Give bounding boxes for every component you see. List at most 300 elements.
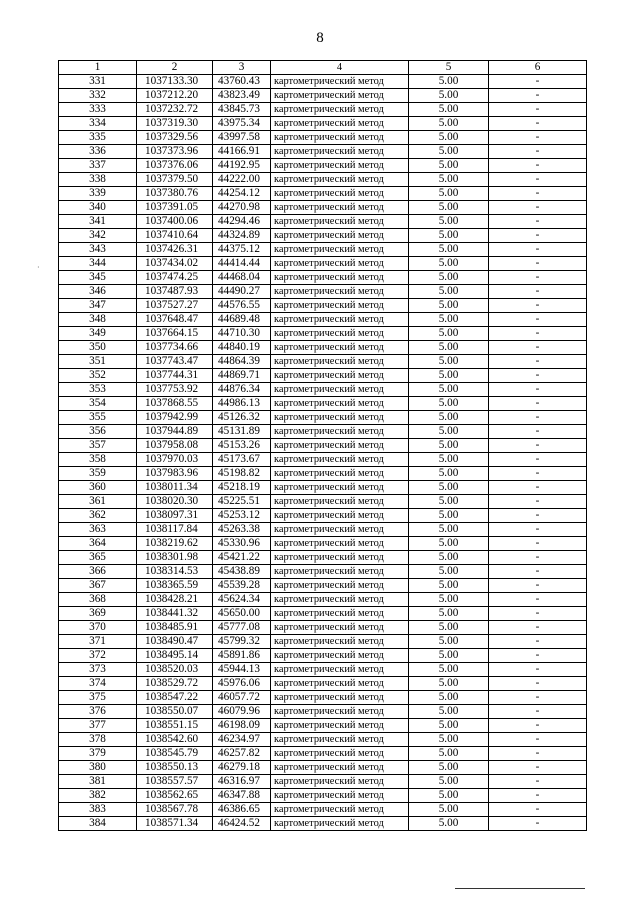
table-row (59, 229, 587, 243)
column-header: 6 (489, 61, 587, 75)
x-coordinate-cell: 1038495.14 (137, 649, 213, 663)
method-cell: картометрический метод (271, 747, 409, 761)
x-coordinate-cell: 1037743.47 (137, 355, 213, 369)
y-coordinate-cell: 46316.97 (213, 775, 271, 789)
method-cell: картометрический метод (271, 523, 409, 537)
table-row (59, 439, 587, 453)
method-cell: картометрический метод (271, 621, 409, 635)
accuracy-cell: 5.00 (409, 621, 489, 635)
note-cell: - (489, 271, 587, 285)
method-cell: картометрический метод (271, 313, 409, 327)
accuracy-cell: 5.00 (409, 425, 489, 439)
table-row (59, 411, 587, 425)
point-number-cell: 363 (59, 523, 137, 537)
note-cell: - (489, 299, 587, 313)
note-cell: - (489, 733, 587, 747)
table-row (59, 621, 587, 635)
note-cell: - (489, 467, 587, 481)
y-coordinate-cell: 45650.00 (213, 607, 271, 621)
accuracy-cell: 5.00 (409, 131, 489, 145)
x-coordinate-cell: 1037983.96 (137, 467, 213, 481)
method-cell: картометрический метод (271, 677, 409, 691)
method-cell: картометрический метод (271, 789, 409, 803)
method-cell: картометрический метод (271, 467, 409, 481)
x-coordinate-cell: 1038011.34 (137, 481, 213, 495)
note-cell: - (489, 789, 587, 803)
note-cell: - (489, 285, 587, 299)
accuracy-cell: 5.00 (409, 229, 489, 243)
accuracy-cell: 5.00 (409, 579, 489, 593)
x-coordinate-cell: 1037527.27 (137, 299, 213, 313)
note-cell: - (489, 691, 587, 705)
accuracy-cell: 5.00 (409, 663, 489, 677)
table-row (59, 481, 587, 495)
point-number-cell: 345 (59, 271, 137, 285)
x-coordinate-cell: 1037400.06 (137, 215, 213, 229)
x-coordinate-cell: 1037434.02 (137, 257, 213, 271)
method-cell: картометрический метод (271, 229, 409, 243)
table-row (59, 677, 587, 691)
accuracy-cell: 5.00 (409, 453, 489, 467)
y-coordinate-cell: 46079.96 (213, 705, 271, 719)
point-number-cell: 357 (59, 439, 137, 453)
point-number-cell: 335 (59, 131, 137, 145)
x-coordinate-cell: 1037376.06 (137, 159, 213, 173)
y-coordinate-cell: 45153.26 (213, 439, 271, 453)
x-coordinate-cell: 1037319.30 (137, 117, 213, 131)
accuracy-cell: 5.00 (409, 789, 489, 803)
point-number-cell: 334 (59, 117, 137, 131)
method-cell: картометрический метод (271, 775, 409, 789)
y-coordinate-cell: 44840.19 (213, 341, 271, 355)
accuracy-cell: 5.00 (409, 355, 489, 369)
method-cell: картометрический метод (271, 663, 409, 677)
method-cell: картометрический метод (271, 299, 409, 313)
point-number-cell: 359 (59, 467, 137, 481)
method-cell: картометрический метод (271, 761, 409, 775)
accuracy-cell: 5.00 (409, 383, 489, 397)
method-cell: картометрический метод (271, 117, 409, 131)
accuracy-cell: 5.00 (409, 341, 489, 355)
point-number-cell: 342 (59, 229, 137, 243)
point-number-cell: 374 (59, 677, 137, 691)
x-coordinate-cell: 1037487.93 (137, 285, 213, 299)
method-cell: картометрический метод (271, 649, 409, 663)
point-number-cell: 370 (59, 621, 137, 635)
table-row (59, 257, 587, 271)
note-cell: - (489, 579, 587, 593)
y-coordinate-cell: 44270.98 (213, 201, 271, 215)
table-row (59, 607, 587, 621)
point-number-cell: 352 (59, 369, 137, 383)
point-number-cell: 378 (59, 733, 137, 747)
table-row (59, 733, 587, 747)
point-number-cell: 347 (59, 299, 137, 313)
point-number-cell: 373 (59, 663, 137, 677)
accuracy-cell: 5.00 (409, 537, 489, 551)
note-cell: - (489, 439, 587, 453)
accuracy-cell: 5.00 (409, 397, 489, 411)
accuracy-cell: 5.00 (409, 761, 489, 775)
x-coordinate-cell: 1038485.91 (137, 621, 213, 635)
y-coordinate-cell: 46057.72 (213, 691, 271, 705)
table-row (59, 425, 587, 439)
accuracy-cell: 5.00 (409, 411, 489, 425)
y-coordinate-cell: 44490.27 (213, 285, 271, 299)
table-row (59, 355, 587, 369)
x-coordinate-cell: 1038219.62 (137, 537, 213, 551)
x-coordinate-cell: 1038441.32 (137, 607, 213, 621)
note-cell: - (489, 775, 587, 789)
method-cell: картометрический метод (271, 243, 409, 257)
accuracy-cell: 5.00 (409, 467, 489, 481)
note-cell: - (489, 229, 587, 243)
point-number-cell: 362 (59, 509, 137, 523)
table-row (59, 579, 587, 593)
x-coordinate-cell: 1037734.66 (137, 341, 213, 355)
accuracy-cell: 5.00 (409, 89, 489, 103)
y-coordinate-cell: 45263.38 (213, 523, 271, 537)
accuracy-cell: 5.00 (409, 257, 489, 271)
method-cell: картометрический метод (271, 271, 409, 285)
margin-mark: · (37, 263, 40, 272)
accuracy-cell: 5.00 (409, 243, 489, 257)
x-coordinate-cell: 1037744.31 (137, 369, 213, 383)
method-cell: картометрический метод (271, 215, 409, 229)
point-number-cell: 380 (59, 761, 137, 775)
table-row (59, 453, 587, 467)
table-row (59, 243, 587, 257)
x-coordinate-cell: 1038542.60 (137, 733, 213, 747)
x-coordinate-cell: 1037373.96 (137, 145, 213, 159)
method-cell: картометрический метод (271, 579, 409, 593)
method-cell: картометрический метод (271, 355, 409, 369)
note-cell: - (489, 117, 587, 131)
method-cell: картометрический метод (271, 803, 409, 817)
table-row (59, 285, 587, 299)
x-coordinate-cell: 1037753.92 (137, 383, 213, 397)
method-cell: картометрический метод (271, 383, 409, 397)
note-cell: - (489, 509, 587, 523)
point-number-cell: 375 (59, 691, 137, 705)
accuracy-cell: 5.00 (409, 173, 489, 187)
method-cell: картометрический метод (271, 411, 409, 425)
note-cell: - (489, 453, 587, 467)
y-coordinate-cell: 43823.49 (213, 89, 271, 103)
method-cell: картометрический метод (271, 817, 409, 831)
accuracy-cell: 5.00 (409, 201, 489, 215)
x-coordinate-cell: 1037942.99 (137, 411, 213, 425)
method-cell: картометрический метод (271, 131, 409, 145)
note-cell: - (489, 131, 587, 145)
note-cell: - (489, 257, 587, 271)
x-coordinate-cell: 1038490.47 (137, 635, 213, 649)
accuracy-cell: 5.00 (409, 691, 489, 705)
note-cell: - (489, 75, 587, 89)
method-cell: картометрический метод (271, 719, 409, 733)
x-coordinate-cell: 1038314.53 (137, 565, 213, 579)
method-cell: картометрический метод (271, 537, 409, 551)
note-cell: - (489, 173, 587, 187)
table-row (59, 201, 587, 215)
accuracy-cell: 5.00 (409, 509, 489, 523)
y-coordinate-cell: 43760.43 (213, 75, 271, 89)
method-cell: картометрический метод (271, 635, 409, 649)
x-coordinate-cell: 1038545.79 (137, 747, 213, 761)
note-cell: - (489, 145, 587, 159)
accuracy-cell: 5.00 (409, 103, 489, 117)
point-number-cell: 367 (59, 579, 137, 593)
y-coordinate-cell: 45131.89 (213, 425, 271, 439)
point-number-cell: 381 (59, 775, 137, 789)
y-coordinate-cell: 44710.30 (213, 327, 271, 341)
y-coordinate-cell: 44166.91 (213, 145, 271, 159)
table-row (59, 313, 587, 327)
accuracy-cell: 5.00 (409, 523, 489, 537)
point-number-cell: 354 (59, 397, 137, 411)
y-coordinate-cell: 44468.04 (213, 271, 271, 285)
point-number-cell: 376 (59, 705, 137, 719)
accuracy-cell: 5.00 (409, 677, 489, 691)
table-row (59, 565, 587, 579)
column-header: 3 (213, 61, 271, 75)
accuracy-cell: 5.00 (409, 369, 489, 383)
y-coordinate-cell: 46424.52 (213, 817, 271, 831)
y-coordinate-cell: 45539.28 (213, 579, 271, 593)
method-cell: картометрический метод (271, 705, 409, 719)
accuracy-cell: 5.00 (409, 187, 489, 201)
x-coordinate-cell: 1037970.03 (137, 453, 213, 467)
footer-rule (455, 888, 585, 889)
x-coordinate-cell: 1037944.89 (137, 425, 213, 439)
table-row (59, 719, 587, 733)
table-row (59, 691, 587, 705)
table-row (59, 509, 587, 523)
x-coordinate-cell: 1038020.30 (137, 495, 213, 509)
method-cell: картометрический метод (271, 257, 409, 271)
y-coordinate-cell: 44689.48 (213, 313, 271, 327)
table-row (59, 299, 587, 313)
y-coordinate-cell: 46198.09 (213, 719, 271, 733)
point-number-cell: 371 (59, 635, 137, 649)
y-coordinate-cell: 44876.34 (213, 383, 271, 397)
y-coordinate-cell: 45126.32 (213, 411, 271, 425)
note-cell: - (489, 481, 587, 495)
table-row (59, 467, 587, 481)
column-header: 2 (137, 61, 213, 75)
point-number-cell: 353 (59, 383, 137, 397)
x-coordinate-cell: 1037329.56 (137, 131, 213, 145)
accuracy-cell: 5.00 (409, 145, 489, 159)
point-number-cell: 384 (59, 817, 137, 831)
y-coordinate-cell: 46386.65 (213, 803, 271, 817)
accuracy-cell: 5.00 (409, 635, 489, 649)
x-coordinate-cell: 1037474.25 (137, 271, 213, 285)
method-cell: картометрический метод (271, 159, 409, 173)
table-row (59, 817, 587, 831)
y-coordinate-cell: 44864.39 (213, 355, 271, 369)
x-coordinate-cell: 1038117.84 (137, 523, 213, 537)
x-coordinate-cell: 1037958.08 (137, 439, 213, 453)
point-number-cell: 364 (59, 537, 137, 551)
y-coordinate-cell: 45624.34 (213, 593, 271, 607)
note-cell: - (489, 327, 587, 341)
y-coordinate-cell: 44254.12 (213, 187, 271, 201)
note-cell: - (489, 425, 587, 439)
y-coordinate-cell: 46279.18 (213, 761, 271, 775)
note-cell: - (489, 761, 587, 775)
table-row (59, 495, 587, 509)
x-coordinate-cell: 1037391.05 (137, 201, 213, 215)
note-cell: - (489, 215, 587, 229)
note-cell: - (489, 551, 587, 565)
accuracy-cell: 5.00 (409, 733, 489, 747)
accuracy-cell: 5.00 (409, 551, 489, 565)
table-row (59, 551, 587, 565)
point-number-cell: 382 (59, 789, 137, 803)
table-row (59, 103, 587, 117)
note-cell: - (489, 817, 587, 831)
x-coordinate-cell: 1038550.13 (137, 761, 213, 775)
accuracy-cell: 5.00 (409, 75, 489, 89)
table-row (59, 775, 587, 789)
method-cell: картометрический метод (271, 509, 409, 523)
note-cell: - (489, 243, 587, 257)
table-row (59, 803, 587, 817)
table-row (59, 187, 587, 201)
table-row (59, 383, 587, 397)
method-cell: картометрический метод (271, 145, 409, 159)
table-row (59, 117, 587, 131)
x-coordinate-cell: 1037868.55 (137, 397, 213, 411)
y-coordinate-cell: 45218.19 (213, 481, 271, 495)
y-coordinate-cell: 44324.89 (213, 229, 271, 243)
table-row (59, 705, 587, 719)
accuracy-cell: 5.00 (409, 719, 489, 733)
point-number-cell: 332 (59, 89, 137, 103)
note-cell: - (489, 383, 587, 397)
y-coordinate-cell: 44986.13 (213, 397, 271, 411)
y-coordinate-cell: 46234.97 (213, 733, 271, 747)
y-coordinate-cell: 45173.67 (213, 453, 271, 467)
point-number-cell: 350 (59, 341, 137, 355)
y-coordinate-cell: 44576.55 (213, 299, 271, 313)
x-coordinate-cell: 1037232.72 (137, 103, 213, 117)
note-cell: - (489, 565, 587, 579)
note-cell: - (489, 201, 587, 215)
table-header-row (59, 61, 587, 75)
point-number-cell: 348 (59, 313, 137, 327)
y-coordinate-cell: 44414.44 (213, 257, 271, 271)
note-cell: - (489, 187, 587, 201)
x-coordinate-cell: 1038520.03 (137, 663, 213, 677)
accuracy-cell: 5.00 (409, 817, 489, 831)
accuracy-cell: 5.00 (409, 705, 489, 719)
y-coordinate-cell: 45891.86 (213, 649, 271, 663)
accuracy-cell: 5.00 (409, 439, 489, 453)
table-row (59, 537, 587, 551)
x-coordinate-cell: 1038547.22 (137, 691, 213, 705)
note-cell: - (489, 677, 587, 691)
accuracy-cell: 5.00 (409, 803, 489, 817)
point-number-cell: 383 (59, 803, 137, 817)
note-cell: - (489, 607, 587, 621)
note-cell: - (489, 341, 587, 355)
note-cell: - (489, 369, 587, 383)
note-cell: - (489, 747, 587, 761)
note-cell: - (489, 355, 587, 369)
point-number-cell: 338 (59, 173, 137, 187)
y-coordinate-cell: 45976.06 (213, 677, 271, 691)
accuracy-cell: 5.00 (409, 607, 489, 621)
accuracy-cell: 5.00 (409, 159, 489, 173)
x-coordinate-cell: 1038529.72 (137, 677, 213, 691)
x-coordinate-cell: 1038562.65 (137, 789, 213, 803)
y-coordinate-cell: 45944.13 (213, 663, 271, 677)
point-number-cell: 333 (59, 103, 137, 117)
x-coordinate-cell: 1037212.20 (137, 89, 213, 103)
x-coordinate-cell: 1038550.07 (137, 705, 213, 719)
y-coordinate-cell: 43845.73 (213, 103, 271, 117)
method-cell: картометрический метод (271, 733, 409, 747)
note-cell: - (489, 663, 587, 677)
accuracy-cell: 5.00 (409, 117, 489, 131)
x-coordinate-cell: 1037133.30 (137, 75, 213, 89)
method-cell: картометрический метод (271, 397, 409, 411)
table-row (59, 789, 587, 803)
method-cell: картометрический метод (271, 425, 409, 439)
point-number-cell: 351 (59, 355, 137, 369)
method-cell: картометрический метод (271, 481, 409, 495)
x-coordinate-cell: 1038551.15 (137, 719, 213, 733)
point-number-cell: 379 (59, 747, 137, 761)
method-cell: картометрический метод (271, 201, 409, 215)
y-coordinate-cell: 46257.82 (213, 747, 271, 761)
point-number-cell: 331 (59, 75, 137, 89)
y-coordinate-cell: 43997.58 (213, 131, 271, 145)
accuracy-cell: 5.00 (409, 775, 489, 789)
point-number-cell: 377 (59, 719, 137, 733)
accuracy-cell: 5.00 (409, 593, 489, 607)
point-number-cell: 337 (59, 159, 137, 173)
accuracy-cell: 5.00 (409, 299, 489, 313)
note-cell: - (489, 537, 587, 551)
table-row (59, 593, 587, 607)
point-number-cell: 358 (59, 453, 137, 467)
method-cell: картометрический метод (271, 495, 409, 509)
method-cell: картометрический метод (271, 327, 409, 341)
table-row (59, 369, 587, 383)
x-coordinate-cell: 1037426.31 (137, 243, 213, 257)
accuracy-cell: 5.00 (409, 327, 489, 341)
x-coordinate-cell: 1038428.21 (137, 593, 213, 607)
note-cell: - (489, 103, 587, 117)
note-cell: - (489, 313, 587, 327)
point-number-cell: 356 (59, 425, 137, 439)
method-cell: картометрический метод (271, 75, 409, 89)
note-cell: - (489, 621, 587, 635)
table-row (59, 173, 587, 187)
y-coordinate-cell: 45799.32 (213, 635, 271, 649)
method-cell: картометрический метод (271, 551, 409, 565)
column-header: 5 (409, 61, 489, 75)
table-body (59, 75, 587, 831)
point-number-cell: 361 (59, 495, 137, 509)
point-number-cell: 369 (59, 607, 137, 621)
table-row (59, 159, 587, 173)
accuracy-cell: 5.00 (409, 215, 489, 229)
note-cell: - (489, 635, 587, 649)
